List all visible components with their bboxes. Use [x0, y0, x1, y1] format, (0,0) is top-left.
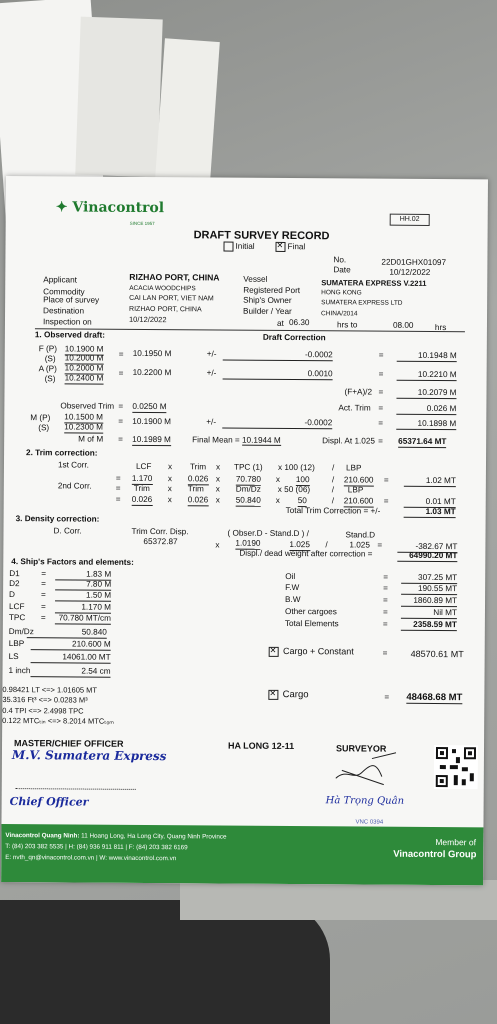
footer-phones: T: (84) 203 382 5535 | H: (84) 936 911 811 | F: (84) 203 382 6169 [5, 843, 188, 852]
trim-h2-d: x 50 (06) [277, 484, 311, 495]
no-label: No. [333, 255, 347, 265]
density-std-d: 1.025 [289, 539, 310, 550]
date-label: Date [333, 265, 351, 275]
f-eq: = [118, 349, 124, 359]
density-tcd: 65372.87 [143, 536, 178, 547]
obs-trim-eq: = [118, 401, 124, 411]
fa2-value: 10.2079 M [396, 388, 456, 399]
builder-value: CHINA/2014 [321, 310, 358, 318]
trim-h-lbp: LBP [345, 463, 362, 473]
factor-right-eq: = [383, 595, 388, 605]
trim-h-x1: x [167, 462, 173, 472]
final-label: Final [287, 242, 306, 252]
qr-code [434, 745, 478, 789]
density-obs-d: 1.0190 [235, 538, 261, 548]
cargo-eq: = [384, 692, 390, 702]
factor-right-label: F.W [285, 582, 300, 593]
trim-total-value: 1.03 MT [404, 507, 456, 518]
factor-left-value: 2.54 cm [31, 666, 111, 678]
trim-h-trim: Trim [189, 462, 207, 472]
density-heading: 3. Density correction: [15, 514, 100, 524]
hrs-label: hrs [434, 322, 447, 333]
footer-address-line [5, 831, 226, 843]
draft-survey-document [1, 176, 488, 885]
density-obs-label: ( Obser.D - Stand.D ) / [227, 528, 309, 539]
trim-r2-c: 50.840 [235, 495, 261, 505]
trim-r1-eq2: = [383, 475, 389, 485]
place-value: CAI LAN PORT, VIET NAM [129, 294, 214, 303]
mp-value: 10.1500 M [64, 412, 104, 422]
cargo-const-eq: = [382, 648, 388, 658]
act-trim-eq: = [378, 403, 384, 413]
cargo-const-value: 48570.61 MT [410, 648, 464, 660]
cargo-const-checkbox [269, 647, 279, 657]
background-paper-right [155, 38, 220, 181]
factor-left-label: TPC [8, 613, 26, 623]
cargo-const-row [269, 646, 354, 658]
draft-correction-heading: Draft Correction [262, 332, 326, 343]
a-mean: 10.2200 M [132, 367, 172, 378]
conv-0: 0.98421 LT <=> 1.01605 MT [2, 684, 98, 695]
m-corr: -0.0002 [222, 418, 332, 430]
factor-right-label: Oil [285, 571, 296, 582]
factor-right-value: Nil MT [401, 608, 457, 619]
fp-label: F (P) [38, 344, 58, 354]
chief-officer-stamp: Chief Officer [9, 795, 89, 809]
factor-left-eq: = [41, 569, 47, 579]
footer-member: Member of [435, 837, 477, 848]
hrs-to-label: hrs to [336, 320, 358, 330]
factor-left-value: 70.780 MT/cm [55, 613, 111, 624]
no-value: 22D01GHX01097 [381, 257, 447, 268]
factors-heading: 4. Ship's Factors and elements: [11, 557, 134, 567]
mp-label: M (P) [30, 413, 51, 423]
factor-right-value: 1860.89 MT [401, 596, 457, 607]
a-result: 10.2210 M [397, 370, 457, 381]
trim-r2-a: 0.026 [131, 494, 153, 505]
trim-r1-x3: x [275, 474, 281, 484]
trim-h2-x2: x [215, 484, 220, 494]
trim-r1-lbp: 210.600 [343, 475, 374, 485]
trim-r2-x1: x [167, 495, 172, 505]
fp-value: 10.1900 M [64, 344, 104, 354]
factor-left-value: 50.840 [27, 627, 107, 639]
trim-h-x2: x [215, 462, 221, 472]
observed-heading: 1. Observed draft: [34, 330, 106, 340]
destination-value: RIZHAO PORT, CHINA [129, 305, 202, 314]
conv-2: 0.4 TPI <=> 2.4998 TPC [2, 705, 84, 716]
trim-r1-x1: x [167, 474, 173, 484]
trim-r2-e: 210.600 [343, 496, 374, 506]
m-pm: +/- [206, 417, 217, 427]
factor-left-label: LCF [8, 602, 25, 612]
trim-r1-lcf: 1.170 [131, 473, 153, 484]
place-date: HA LONG 12-11 [227, 740, 295, 752]
cargo-value: 48468.68 MT [406, 691, 463, 704]
surveyor-label: SURVEYOR [335, 743, 387, 754]
fs-value: 10.2000 M [64, 353, 104, 363]
density-dcorr: D. Corr. [53, 526, 82, 536]
footer-band [1, 824, 483, 885]
conv-3: 0.122 MTCₜᵢₙ <=> 8.2014 MTCₜₒₘ [2, 715, 115, 726]
factor-left-label: LBP [8, 639, 25, 649]
trim-total-label: Total Trim Correction = +/- [285, 505, 381, 516]
owner-label: Ship's Owner [243, 295, 292, 305]
a-corr: 0.0010 [223, 369, 333, 381]
final-mean-value: 10.1944 M [241, 435, 281, 445]
density-eq: = [377, 540, 383, 550]
ms-label: (S) [38, 423, 50, 433]
trim-h2-a: Trim [133, 483, 150, 494]
page-title: DRAFT SURVEY RECORD [193, 229, 330, 243]
port-label: Registered Port [243, 285, 301, 296]
density-std-d2: 1.025 [349, 540, 370, 550]
cargo-const-label: Cargo + Constant [282, 645, 354, 657]
background-paper-stack [75, 17, 162, 178]
at-value: 06.30 [288, 317, 310, 328]
density-x: x [215, 540, 220, 550]
a-eq: = [118, 368, 124, 378]
destination-label: Destination [43, 306, 85, 316]
to-value: 08.00 [392, 320, 414, 330]
m-eq: = [118, 416, 124, 426]
factor-left-label: 1 inch [8, 666, 31, 676]
trim-r1-x2: x [215, 474, 221, 484]
displ-value: 65371.64 MT [398, 436, 447, 447]
footer-address: 11 Hoang Long, Ha Long City, Quang Ninh Province [81, 832, 227, 841]
density-std-label: Stand.D [345, 530, 376, 540]
initial-option [223, 242, 254, 252]
trim-h2-b: Trim [187, 484, 204, 494]
act-trim-value: 0.026 M [396, 404, 456, 415]
factor-left-eq: = [40, 613, 46, 623]
trim-second: 2nd Corr. [57, 481, 92, 491]
factor-left-label: D2 [9, 579, 20, 589]
trim-h-x100: x 100 (12) [277, 462, 315, 473]
factor-left-value: 1.50 M [55, 590, 111, 601]
doc-code: HH.02 [390, 214, 430, 226]
ms-value: 10.2300 M [64, 422, 103, 432]
factor-left-eq: = [41, 590, 46, 600]
displ-label: Displ. At 1.025 [322, 436, 375, 446]
final-option [275, 242, 305, 252]
trim-h2-slash: / [331, 485, 335, 495]
applicant-label: Applicant [43, 275, 77, 285]
final-checkbox [275, 242, 285, 252]
trim-r2-x2: x [215, 495, 220, 505]
factor-left-label: D1 [9, 569, 20, 579]
surveyor-signature [332, 750, 402, 790]
trim-h-slash: / [331, 463, 335, 473]
m-result: 10.1898 M [396, 419, 456, 430]
conv-1: 35.316 Ft³ <=> 0.0283 M³ [2, 694, 88, 705]
factor-right-eq: = [382, 619, 388, 629]
factors-right-list [6, 176, 488, 179]
trim-h2-c: Dm/Dz [235, 484, 261, 494]
vessel-label: Vessel [243, 274, 268, 284]
density-tcd-label: Trim Corr. Disp. [131, 526, 189, 537]
factor-right-eq: = [383, 572, 389, 582]
mofm-eq: = [118, 434, 123, 444]
cargo-row [268, 690, 308, 700]
desk-edge [180, 880, 497, 920]
factors-left-list [6, 176, 488, 179]
trim-first: 1st Corr. [57, 460, 89, 470]
logo-text: Vinacontrol [72, 199, 165, 217]
f-result: 10.1948 M [397, 351, 457, 362]
fa2-eq: = [378, 387, 384, 397]
cargo-checkbox [268, 690, 278, 700]
m-mean: 10.1900 M [132, 416, 172, 427]
surveyor-vnc: VNC 0394 [355, 819, 384, 826]
as-value: 10.2400 M [64, 373, 104, 383]
displ-eq: = [378, 436, 383, 446]
applicant-value: RIZHAO PORT, CHINA [129, 271, 220, 283]
trim-r1-result: 1.02 MT [404, 476, 456, 487]
inspection-label: Inspection on [42, 317, 92, 327]
trim-r2-slash: / [331, 496, 335, 506]
factor-left-value: 1.83 M [55, 569, 111, 580]
factor-right-label: Other cargoes [284, 606, 337, 617]
trim-r2-eq2: = [383, 496, 389, 506]
trim-r2-x3: x [275, 495, 280, 505]
inspection-value: 10/12/2022 [128, 314, 167, 325]
vessel-stamp: M.V. Sumatera Express [11, 748, 167, 764]
trim-h-lcf: LCF [135, 461, 152, 472]
factor-right-value: 2358.59 MT [401, 620, 457, 631]
cargo-label: Cargo [282, 689, 309, 701]
f-corr: -0.0002 [223, 350, 333, 362]
commodity-label: Commodity [43, 287, 85, 297]
trim-r1-slash: / [331, 475, 335, 485]
trim-r1-trim: 0.026 [187, 474, 209, 484]
factor-left-label: Dm/Dz [8, 627, 34, 637]
final-mean-label: Final Mean = 10.1944 M [192, 435, 281, 445]
trim-r2-d: 50 [297, 496, 307, 506]
at-label: at [276, 318, 284, 328]
trim-h2-eq: = [115, 483, 121, 493]
place-label: Place of survey [43, 295, 100, 305]
factor-left-eq: = [40, 602, 46, 612]
m-eq2: = [378, 418, 384, 428]
trim-r2-result: 0.01 MT [404, 497, 456, 508]
trim-r1-eq: = [115, 473, 121, 483]
factor-left-label: D [9, 590, 16, 600]
date-value: 10/12/2022 [389, 267, 431, 277]
footer-office: Vinacontrol Quang Ninh: [5, 832, 80, 840]
factor-right-eq: = [382, 607, 388, 617]
logo [55, 199, 165, 217]
as-label: (S) [44, 374, 56, 384]
f-eq2: = [378, 350, 384, 360]
ap-value: 10.2000 M [64, 363, 104, 373]
density-slash: / [325, 540, 328, 550]
owner-value: SUMATERA EXPRESS LTD [321, 299, 403, 307]
factor-right-value: 190.55 MT [401, 584, 457, 595]
logo-since: SINCE 1957 [129, 220, 155, 227]
mofm-label: M of M [78, 434, 104, 444]
a-eq2: = [378, 369, 384, 379]
initial-checkbox [223, 242, 233, 252]
final-mean-text: Final Mean [192, 435, 233, 445]
factor-right-label: B.W [285, 594, 301, 605]
footer-web: E: nvth_qn@vinacontrol.com.vn | W: www.vinacontrol.com.vn [5, 854, 177, 863]
ap-label: A (P) [38, 364, 57, 374]
trim-h-tpc: TPC (1) [233, 462, 263, 472]
density-after-label: Displ./ dead weight after correction = [239, 548, 373, 559]
factor-left-value: 14061.00 MT [31, 652, 111, 664]
trim-r2-eq: = [115, 494, 121, 504]
trim-r1-tpc: 70.780 [235, 474, 261, 484]
surveyor-name: Hà Trọng Quân [325, 795, 405, 807]
initial-label: Initial [235, 241, 255, 251]
trim-r2-b: 0.026 [187, 495, 209, 505]
factor-left-value: 210.600 M [31, 639, 111, 651]
trim-r1-100: 100 [295, 475, 310, 485]
factor-right-label: Total Elements [284, 618, 339, 629]
factor-left-value: 7.80 M [55, 579, 111, 590]
footer-group: Vinacontrol Group [393, 848, 477, 861]
act-trim-label: Act. Trim [338, 403, 371, 413]
port-value: HONG KONG [321, 289, 362, 297]
mofm-value: 10.1989 M [132, 434, 171, 445]
commodity-value: ACACIA WOODCHIPS [129, 284, 196, 293]
obs-trim-label: Observed Trim [60, 401, 115, 411]
trim-heading: 2. Trim correction: [26, 448, 98, 458]
trim-h2-x1: x [167, 484, 172, 494]
f-pm: +/- [206, 349, 217, 359]
fs-label: (S) [44, 354, 56, 364]
factor-left-value: 1.170 M [55, 602, 111, 613]
builder-label: Builder / Year [243, 306, 292, 316]
trim-h2-e: LBP [347, 485, 364, 495]
master-label: MASTER/CHIEF OFFICER [14, 738, 124, 749]
a-pm: +/- [206, 368, 217, 378]
f-mean: 10.1950 M [132, 348, 172, 359]
factor-left-label: LS [8, 652, 19, 662]
obs-trim-value: 0.0250 M [132, 401, 167, 412]
factor-left-eq: = [41, 579, 46, 589]
factor-right-value: 307.25 MT [401, 573, 457, 584]
density-after-value: 64990.20 MT [397, 551, 457, 562]
factor-right-eq: = [383, 583, 388, 593]
logo-mark-icon: ✦ [55, 199, 68, 216]
vessel-value: SUMATERA EXPRESS V.2211 [321, 278, 427, 288]
density-corr: -382.67 MT [397, 542, 457, 553]
signature-dots [16, 788, 136, 790]
fa2-label: (F+A)/2 [344, 387, 373, 397]
